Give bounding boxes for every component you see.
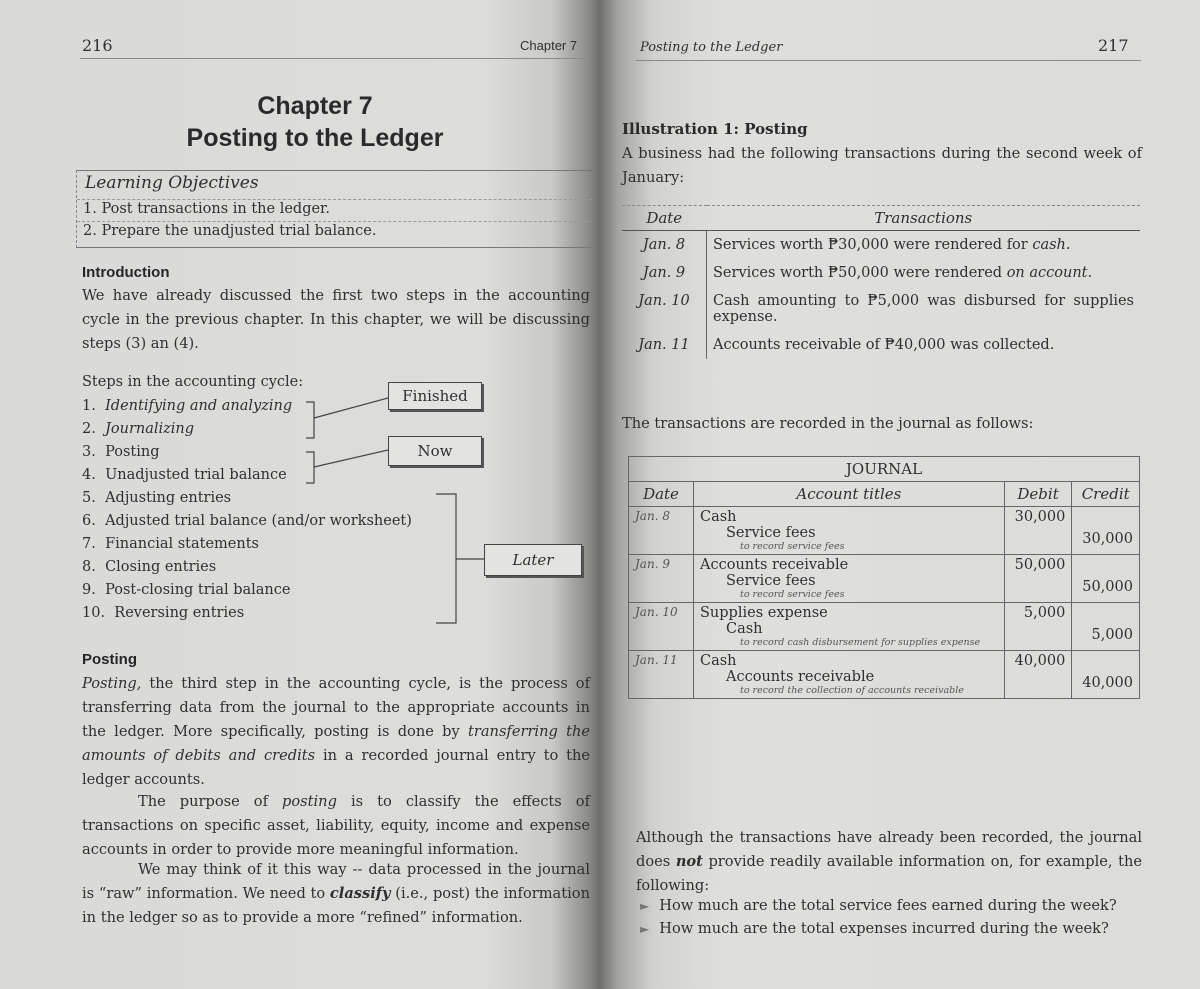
debit-value: 40,000 xyxy=(1014,653,1066,669)
debit-amount xyxy=(1004,651,1072,699)
step-text: Financial statements xyxy=(105,536,259,552)
credit-value: 40,000 xyxy=(1082,675,1133,691)
transactions-column-header: Transactions xyxy=(707,206,1141,231)
finished-tag: Finished xyxy=(388,382,482,410)
page-number-left: 216 xyxy=(82,36,113,55)
table-row xyxy=(622,331,1140,359)
posting-paragraph-2 xyxy=(82,790,590,862)
debit-account: Cash xyxy=(700,653,737,669)
posting-text: The purpose of xyxy=(138,793,283,810)
arrow-bullet-icon: ► xyxy=(640,922,650,936)
table-row xyxy=(622,287,1140,331)
debit-account: Cash xyxy=(700,509,737,525)
posting-paragraph-1 xyxy=(82,672,590,792)
debit-account: Supplies expense xyxy=(700,605,828,621)
page-number-right: 217 xyxy=(1098,36,1129,55)
debit-amount xyxy=(1004,603,1072,651)
step-number: 4. xyxy=(82,467,96,483)
table-header-row xyxy=(622,206,1140,231)
arrow-bullet-icon: ► xyxy=(640,899,650,913)
step-text: Journalizing xyxy=(105,421,195,437)
journal-caption-row xyxy=(629,457,1140,482)
chapter-number: Chapter 7 xyxy=(257,92,373,120)
step-text: Unadjusted trial balance xyxy=(105,467,287,483)
transaction-text xyxy=(707,287,1141,331)
debit-value: 50,000 xyxy=(1014,557,1066,573)
posting-text: (i.e., post) the information in the ledger so as to provide a more “refined” information. xyxy=(82,885,590,926)
step-number: 7. xyxy=(82,536,96,552)
journal-entry xyxy=(629,555,1140,603)
transaction-description: Accounts receivable of ₱40,000 was collected. xyxy=(713,337,1055,353)
learning-objectives-title: Learning Objectives xyxy=(85,173,259,193)
entry-accounts xyxy=(694,651,1005,699)
posting-text: We may think of it this way -- data processed in the journal is “raw” information. We need to xyxy=(82,861,590,902)
connector-finished xyxy=(314,398,388,418)
step-text: Posting xyxy=(105,444,160,460)
transaction-emphasis: cash. xyxy=(1032,237,1071,253)
credit-account: Cash xyxy=(726,621,763,637)
closing-paragraph xyxy=(636,826,1142,898)
entry-date: Jan. 11 xyxy=(629,651,694,699)
steps-title: Steps in the accounting cycle: xyxy=(82,374,304,390)
entry-description: to record cash disbursement for supplies expense xyxy=(740,637,981,648)
table-row xyxy=(622,231,1140,260)
credit-amount xyxy=(1072,507,1140,555)
step-text: Adjusting entries xyxy=(105,490,232,506)
step-text: Closing entries xyxy=(105,559,217,575)
debit-amount xyxy=(1004,507,1072,555)
transaction-emphasis: on account. xyxy=(1006,265,1093,281)
credit-column-header: Credit xyxy=(1072,482,1140,507)
credit-account: Service fees xyxy=(726,573,816,589)
step-number: 3. xyxy=(82,444,96,460)
posting-emphasis: classify xyxy=(329,885,391,902)
transaction-date: Jan. 8 xyxy=(622,231,707,260)
date-column-header: Date xyxy=(629,482,694,507)
running-head-right: Posting to the Ledger xyxy=(640,40,783,55)
journal-entry xyxy=(629,651,1140,699)
objective-item: 1. Post transactions in the ledger. xyxy=(83,201,331,217)
bracket-finished xyxy=(306,402,314,438)
posting-text: the third step in the accounting cycle, is the process of transferring data from the journal to the appropriate accounts in the ledger. More specifically, posting is done by xyxy=(82,675,590,740)
credit-amount xyxy=(1072,603,1140,651)
closing-text: provide readily available information on, for example, the following: xyxy=(636,853,1142,894)
transaction-date: Jan. 11 xyxy=(622,331,707,359)
step-number: 9. xyxy=(82,582,96,598)
posting-heading: Posting xyxy=(82,651,137,668)
posting-emphasis: posting xyxy=(282,793,337,810)
step-number: 2. xyxy=(82,421,96,437)
debit-value: 30,000 xyxy=(1014,509,1066,525)
posting-text: is to classify the effects of transactions on specific asset, liability, equity, income and expense accounts in order to provide more meaningful information. xyxy=(82,793,590,858)
journal-table xyxy=(628,456,1140,699)
question-item xyxy=(640,897,1117,914)
posting-text: in a recorded journal entry to the ledger accounts. xyxy=(82,747,591,788)
transaction-date: Jan. 10 xyxy=(622,287,707,331)
entry-description: to record service fees xyxy=(740,589,845,600)
illustration-title: Illustration 1: Posting xyxy=(622,120,808,138)
posting-paragraph-3 xyxy=(82,858,590,930)
debit-value: 5,000 xyxy=(1023,605,1066,621)
posting-term: Posting, xyxy=(82,675,142,692)
entry-date: Jan. 9 xyxy=(629,555,694,603)
posting-emphasis: transferring the amounts of debits and credits xyxy=(82,723,590,764)
closing-emphasis: not xyxy=(675,853,703,870)
transaction-description: Cash amounting to ₱5,000 was disbursed for supplies expense. xyxy=(713,293,1134,325)
entry-date: Jan. 8 xyxy=(629,507,694,555)
entry-date: Jan. 10 xyxy=(629,603,694,651)
bracket-now xyxy=(306,452,314,483)
illustration-text: A business had the following transactions during the second week of January: xyxy=(622,145,1142,186)
bracket-later xyxy=(436,494,456,623)
connector-now xyxy=(314,450,388,467)
transaction-text xyxy=(707,231,1141,260)
journal-caption: JOURNAL xyxy=(629,457,1140,482)
entry-accounts xyxy=(694,603,1005,651)
credit-value: 30,000 xyxy=(1082,531,1133,547)
step-number: 10. xyxy=(82,605,106,621)
later-tag: Later xyxy=(484,544,582,576)
transaction-description: Services worth ₱50,000 were rendered xyxy=(713,265,1007,281)
credit-account: Accounts receivable xyxy=(726,669,875,685)
step-text: Adjusted trial balance (and/or worksheet) xyxy=(105,513,412,529)
date-column-header: Date xyxy=(622,206,707,231)
entry-description: to record the collection of accounts receivable xyxy=(740,685,964,696)
question-text: How much are the total expenses incurred during the week? xyxy=(659,920,1109,937)
journal-entry xyxy=(629,603,1140,651)
journal-entry xyxy=(629,507,1140,555)
step-number: 8. xyxy=(82,559,96,575)
step-number: 6. xyxy=(82,513,96,529)
entry-accounts xyxy=(694,555,1005,603)
chapter-title: Posting to the Ledger xyxy=(186,124,444,152)
running-head-left: Chapter 7 xyxy=(520,38,578,53)
entry-accounts xyxy=(694,507,1005,555)
credit-value: 50,000 xyxy=(1082,579,1133,595)
step-number: 1. xyxy=(82,398,96,414)
debit-column-header: Debit xyxy=(1004,482,1072,507)
step-number: 5. xyxy=(82,490,96,506)
transactions-table xyxy=(622,205,1140,359)
credit-value: 5,000 xyxy=(1091,627,1133,643)
question-item xyxy=(640,920,1109,937)
table-row xyxy=(622,259,1140,287)
now-tag: Now xyxy=(388,436,482,466)
step-text: Identifying and analyzing xyxy=(105,398,293,414)
objective-item: 2. Prepare the unadjusted trial balance. xyxy=(83,223,377,239)
account-titles-column-header: Account titles xyxy=(694,482,1005,507)
step-text: Reversing entries xyxy=(114,605,245,621)
debit-amount xyxy=(1004,555,1072,603)
transaction-text xyxy=(707,259,1141,287)
closing-text: Although the transactions have already been recorded, the journal does xyxy=(636,829,1142,870)
question-text: How much are the total service fees earned during the week? xyxy=(659,897,1117,914)
journal-header-row xyxy=(629,482,1140,507)
entry-description: to record service fees xyxy=(740,541,845,552)
journal-intro: The transactions are recorded in the journal as follows: xyxy=(622,415,1034,432)
credit-amount xyxy=(1072,555,1140,603)
transaction-text xyxy=(707,331,1141,359)
transaction-date: Jan. 9 xyxy=(622,259,707,287)
debit-account: Accounts receivable xyxy=(700,557,849,573)
header-rule-right xyxy=(636,60,1141,61)
introduction-heading: Introduction xyxy=(82,264,170,281)
introduction-text: We have already discussed the first two steps in the accounting cycle in the previous chapter. In this chapter, we will be discussing steps (3) an (4). xyxy=(82,287,590,352)
step-text: Post-closing trial balance xyxy=(105,582,291,598)
transaction-description: Services worth ₱30,000 were rendered for xyxy=(713,237,1033,253)
credit-account: Service fees xyxy=(726,525,816,541)
credit-amount xyxy=(1072,651,1140,699)
